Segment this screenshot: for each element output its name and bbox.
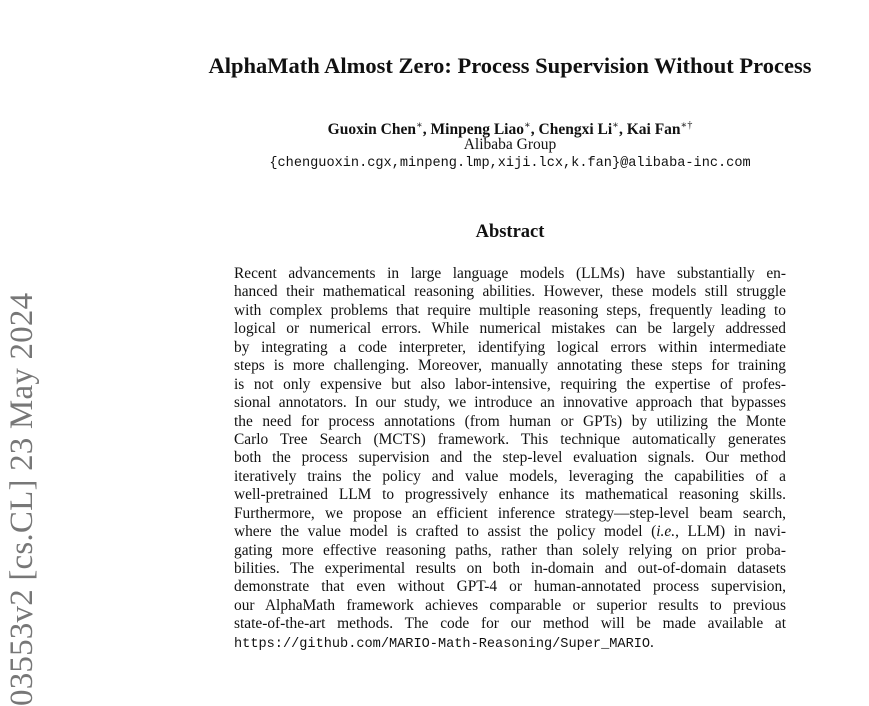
abstract-line: Carlo Tree Search (MCTS) framework. This technique automatically generates bbox=[234, 430, 786, 448]
abstract-line: bilities. The experimental results on both in-domain and out-of-domain datasets bbox=[234, 560, 786, 577]
author-mark: ∗ bbox=[415, 120, 423, 131]
abstract-line: steps is more challenging. Moreover, manually annotating these steps for training bbox=[234, 357, 786, 375]
author-name: Chengxi Li bbox=[538, 121, 613, 139]
abstract-line: by integrating a code interpreter, identifying logical errors within intermediate bbox=[234, 338, 786, 356]
paper-title: AlphaMath Almost Zero: Process Supervision Without Process bbox=[208, 53, 812, 78]
author-list: Guoxin Chen∗, Minpeng Liao∗, Chengxi Li∗, Kai Fan∗† bbox=[327, 120, 693, 139]
abstract-line: well-pretrained LLM to progressively enhance its mathematical reasoning skills. bbox=[234, 486, 786, 504]
abstract-url-line bbox=[234, 634, 786, 652]
author-emails: {chenguoxin.cgx,minpeng.lmp,xiji.lcx,k.fan}@alibaba-inc.com bbox=[269, 156, 751, 171]
author-mark: ∗† bbox=[680, 120, 693, 131]
abstract-line: Recent advancements in large language models (LLMs) have substantially en- bbox=[234, 265, 786, 282]
abstract-line: sional annotators. In our study, we introduce an innovative approach that bypasses bbox=[234, 394, 786, 412]
abstract-line: where the value model is crafted to assist the policy model (i.e., LLM) in navi- bbox=[234, 523, 786, 541]
abstract-line: gating more effective reasoning paths, rather than solely relying on prior proba- bbox=[234, 541, 786, 559]
abstract-line: demonstrate that even without GPT-4 or human-annotated process supervision, bbox=[234, 578, 786, 596]
abstract-line: with complex problems that require multiple reasoning steps, frequently leading to bbox=[234, 301, 786, 319]
arxiv-identifier-stamp: 03553v2 [cs.CL] 23 May 2024 bbox=[4, 292, 40, 706]
author-mark: ∗ bbox=[612, 120, 619, 131]
author-name: Kai Fan bbox=[626, 121, 681, 139]
code-repository-link[interactable]: https://github.com/MARIO-Math-Reasoning/Super_MARIO bbox=[234, 636, 651, 652]
abstract-heading: Abstract bbox=[475, 222, 545, 242]
abstract-line: state-of-the-art methods. The code for our method will be made available at bbox=[234, 615, 786, 633]
url-trailing-period: . bbox=[650, 633, 654, 651]
abstract-line: both the process supervision and the step-level evaluation signals. Our method bbox=[234, 449, 786, 467]
abstract-line: the need for process annotations (from human or GPTs) by utilizing the Monte bbox=[234, 412, 786, 430]
author-name: Minpeng Liao bbox=[430, 121, 524, 139]
abstract-line: iteratively trains the policy and value models, leveraging the capabilities of a bbox=[234, 467, 786, 485]
abstract-line: Furthermore, we propose an efficient inference strategy—step-level beam search, bbox=[234, 504, 786, 522]
italic-abbreviation: i.e. bbox=[656, 523, 676, 541]
author-name: Guoxin Chen bbox=[327, 121, 416, 139]
affiliation: Alibaba Group bbox=[463, 136, 557, 153]
abstract-line: hanced their mathematical reasoning abilities. However, these models still struggle bbox=[234, 283, 786, 301]
abstract-line: is not only expensive but also labor-intensive, requiring the expertise of profes- bbox=[234, 375, 786, 393]
abstract-line: logical or numerical errors. While numerical mistakes can be largely addressed bbox=[234, 320, 786, 338]
abstract-body bbox=[234, 265, 786, 652]
abstract-line: our AlphaMath framework achieves comparable or superior results to previous bbox=[234, 596, 786, 614]
author-mark: ∗ bbox=[523, 120, 531, 131]
